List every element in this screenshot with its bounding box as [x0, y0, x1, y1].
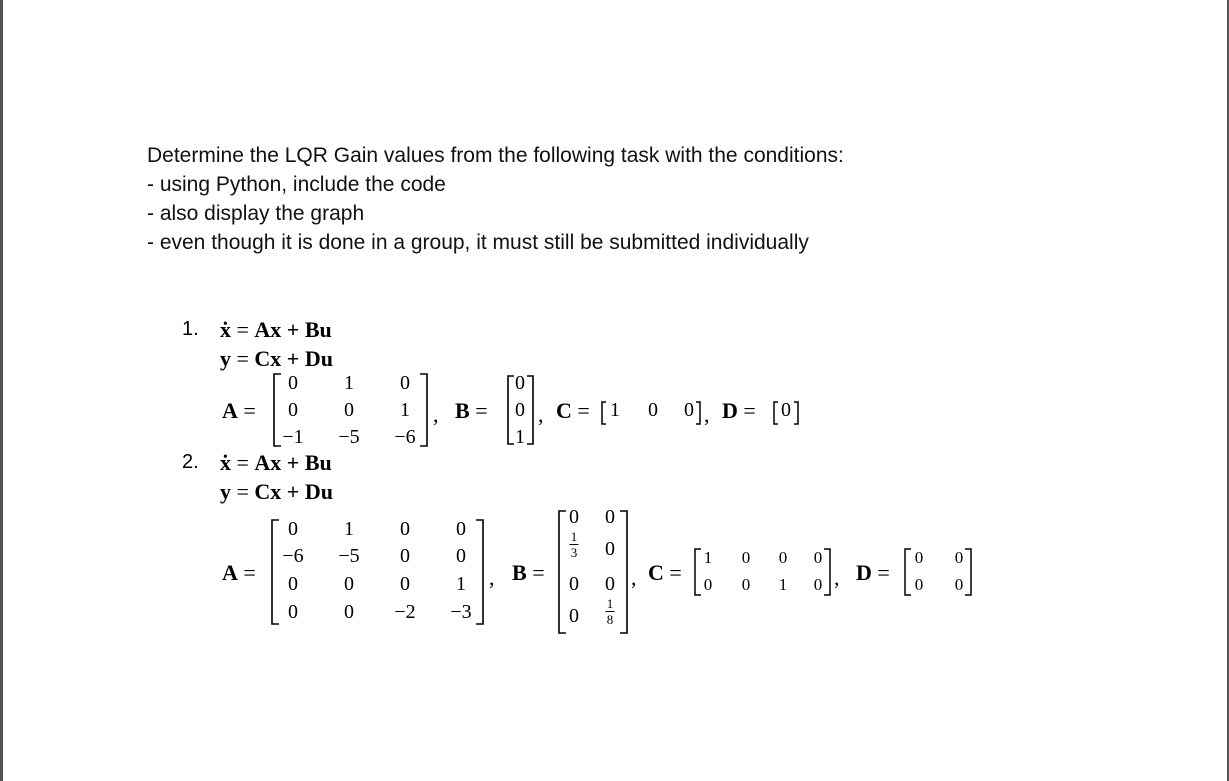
matrix-cell: 0: [288, 372, 298, 394]
left-bracket: [904, 548, 912, 596]
condition-individual: - even though it is done in a group, it must still be submitted individually: [147, 231, 809, 254]
problem-1-c-label: C =: [556, 398, 590, 423]
fraction-one-third: [570, 530, 579, 559]
fraction-one-eighth: [606, 597, 615, 626]
matrix-cell: 1: [344, 518, 354, 540]
problem-2-a-label: A =: [222, 560, 256, 585]
right-bracket: [526, 375, 534, 445]
matrix-cell: −1: [282, 426, 304, 448]
condition-graph: - also display the graph: [147, 202, 365, 225]
right-bracket: [419, 373, 429, 447]
instruction-heading: Determine the LQR Gain values from the following task with the conditions:: [147, 144, 844, 167]
separator-comma: ,: [834, 565, 840, 590]
right-bracket: [964, 548, 972, 596]
right-bracket: [793, 401, 799, 425]
matrix-cell: 0: [456, 545, 466, 567]
matrix-cell: −2: [394, 601, 416, 623]
left-bracket: [694, 548, 702, 596]
matrix-cell: 0: [288, 573, 298, 595]
task-instructions: [147, 141, 844, 257]
matrix-cell: 0: [813, 548, 823, 567]
problem-2-state-equation: ẋ = Ax + Bu: [220, 450, 332, 475]
problem-2-c-label: C =: [648, 560, 682, 585]
problem-1-b-label: B =: [455, 398, 488, 423]
matrix-cell: −6: [282, 545, 304, 567]
matrix-cell: 0: [344, 573, 354, 595]
matrix-cell: 0: [741, 575, 751, 594]
matrix-cell: 0: [684, 399, 694, 421]
problem-1-output-equation: y = Cx + Du: [220, 346, 333, 371]
problem-1-d-label: D =: [722, 398, 756, 423]
matrix-cell: 1: [515, 426, 525, 448]
fraction-denominator: 8: [606, 612, 614, 627]
problem-2-output-equation: y = Cx + Du: [220, 479, 333, 504]
matrix-cell: 0: [954, 575, 964, 594]
separator-comma: ,: [433, 402, 439, 427]
matrix-cell: 0: [569, 506, 579, 528]
right-bracket: [619, 510, 629, 634]
matrix-cell: 1: [610, 399, 620, 421]
left-bracket: [270, 519, 280, 625]
separator-comma: ,: [538, 402, 544, 427]
left-bracket: [557, 510, 567, 634]
matrix-cell: 0: [344, 601, 354, 623]
page-left-border: [0, 0, 3, 781]
fraction-numerator: 1: [606, 596, 614, 611]
matrix-cell: 0: [703, 575, 713, 594]
matrix-cell: −3: [450, 601, 472, 623]
matrix-cell: 0: [778, 548, 788, 567]
left-bracket: [773, 401, 779, 425]
right-bracket: [695, 401, 701, 425]
right-bracket: [475, 519, 485, 625]
left-bracket: [601, 401, 607, 425]
matrix-cell: 0: [288, 399, 298, 421]
matrix-cell: 0: [400, 573, 410, 595]
matrix-cell: 0: [288, 518, 298, 540]
matrix-cell: 0: [400, 545, 410, 567]
matrix-cell: 0: [344, 399, 354, 421]
matrix-cell: 0: [569, 573, 579, 595]
matrix-cell: 0: [813, 575, 823, 594]
problem-1-number: 1.: [182, 318, 199, 340]
matrix-cell: 1: [778, 575, 788, 594]
separator-comma: ,: [489, 565, 495, 590]
separator-comma: ,: [704, 402, 710, 427]
matrix-cell: 0: [648, 399, 658, 421]
matrix-cell: 1: [344, 372, 354, 394]
fraction-numerator: 1: [570, 529, 578, 544]
matrix-cell: 0: [515, 372, 525, 394]
matrix-cell: 0: [400, 372, 410, 394]
left-bracket: [507, 375, 515, 445]
matrix-cell: 1: [703, 548, 713, 567]
matrix-cell: 0: [954, 548, 964, 567]
matrix-cell: 0: [741, 548, 751, 567]
left-bracket: [272, 373, 282, 447]
matrix-cell: 0: [288, 601, 298, 623]
matrix-cell: 1: [400, 399, 410, 421]
problem-1-state-equation: ẋ = Ax + Bu: [220, 317, 332, 342]
matrix-cell: −6: [394, 426, 416, 448]
matrix-cell: 0: [605, 538, 615, 560]
matrix-cell: 0: [605, 573, 615, 595]
matrix-cell: 0: [569, 605, 579, 627]
problem-2-b-label: B =: [512, 560, 545, 585]
condition-python: - using Python, include the code: [147, 173, 446, 196]
matrix-cell: 0: [914, 548, 924, 567]
matrix-cell: 0: [914, 575, 924, 594]
matrix-cell: 0: [456, 518, 466, 540]
separator-comma: ,: [631, 565, 637, 590]
matrix-cell: 0: [515, 399, 525, 421]
problem-1-a-label: A =: [222, 398, 256, 423]
matrix-cell: 1: [456, 573, 466, 595]
problem-2-number: 2.: [182, 451, 199, 473]
problem-2-d-label: D =: [856, 560, 890, 585]
matrix-cell: 0: [781, 399, 791, 421]
matrix-cell: 0: [400, 518, 410, 540]
matrix-cell: −5: [338, 545, 360, 567]
matrix-cell: −5: [338, 426, 360, 448]
right-bracket: [823, 548, 831, 596]
matrix-cell: 0: [605, 506, 615, 528]
fraction-denominator: 3: [570, 545, 578, 560]
